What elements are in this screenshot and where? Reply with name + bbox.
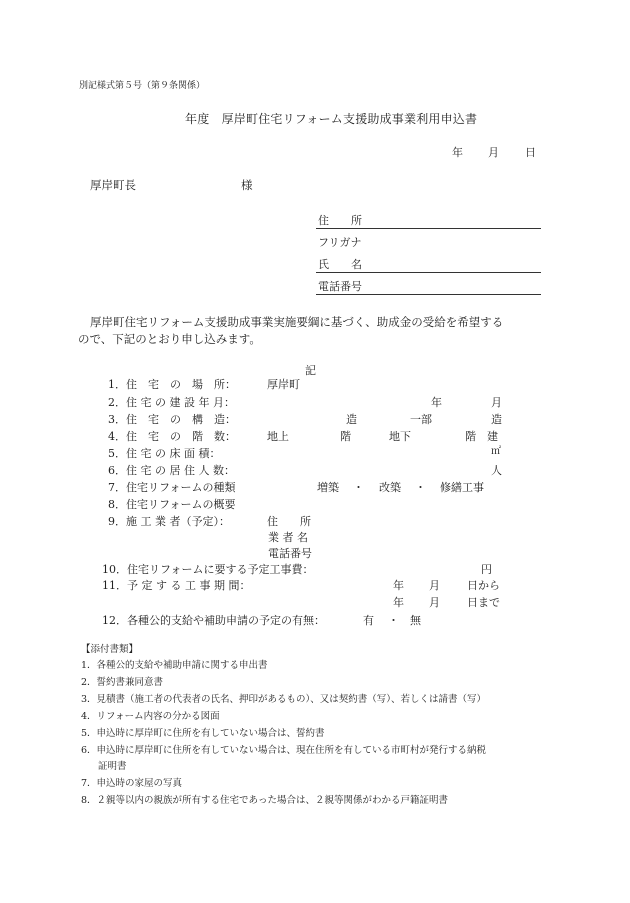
- applicant-address-label: 住 所: [318, 214, 362, 227]
- date-month-label: 月: [488, 146, 499, 159]
- item-11-from: 日から: [467, 579, 500, 592]
- item-4-label: 4．住 宅 の 階 数：: [108, 430, 236, 443]
- applicant-name-label: 氏 名: [318, 258, 362, 271]
- item-7-extension: 増築: [317, 481, 339, 494]
- applicant-furigana-label: フリガナ: [318, 236, 362, 249]
- addressee-name: 厚岸町長: [90, 178, 136, 192]
- attachment-item: 7．申込時の家屋の写真: [81, 778, 183, 789]
- date-year-label: 年: [452, 146, 463, 159]
- item-2-month: 月: [491, 396, 502, 409]
- item-9-company: 業 者 名: [268, 531, 308, 544]
- item-6-unit: 人: [491, 464, 502, 477]
- item-10-unit: 円: [481, 563, 492, 576]
- item-3-zo-2: 造: [491, 413, 502, 426]
- attachment-item: 2．誓約書兼同意書: [81, 677, 164, 688]
- item-12-label: 12．各種公的支給や補助申請の予定の有無：: [102, 614, 325, 627]
- item-11-end-year: 年: [393, 596, 404, 609]
- item-2-label: 2．住 宅 の 建 設 年 月：: [108, 396, 235, 409]
- item-4-kaidate: 階 建: [465, 430, 498, 443]
- form-number: 別記様式第５号（第９条関係）: [79, 81, 206, 91]
- item-5-label: 5．住 宅 の 床 面 積：: [108, 447, 221, 460]
- item-3-zo-1: 造: [346, 413, 357, 426]
- item-9-address: 住 所: [267, 515, 311, 528]
- attachment-item: 6．申込時に厚岸町に住所を有していない場合は、現在住所を有している市町村が発行する納税: [81, 745, 487, 756]
- ki-heading: 記: [305, 364, 316, 377]
- item-12-yes[interactable]: 有: [363, 614, 374, 627]
- attachment-item: 8．２親等以内の親族が所有する住宅であった場合は、２親等関係がわかる戸籍証明書: [81, 795, 448, 806]
- applicant-phone-line[interactable]: [316, 294, 541, 295]
- item-8-label: 8．住宅リフォームの概要: [108, 498, 236, 511]
- date-day-label: 日: [525, 146, 536, 159]
- item-5-unit: ㎡: [491, 446, 501, 457]
- item-7-separator-1: ・: [353, 481, 364, 494]
- item-12-separator: ・: [388, 614, 399, 627]
- attachment-item: 1．各種公的支給や補助申請に関する申出書: [81, 660, 268, 671]
- item-11-start-year: 年: [393, 579, 404, 592]
- item-4-kai: 階: [340, 430, 351, 443]
- attachment-item-continuation: 証明書: [98, 761, 127, 772]
- body-line-1: 厚岸町住宅リフォーム支援助成事業実施要綱に基づく、助成金の受給を希望する: [90, 315, 504, 329]
- attachments-heading: 【添付書類】: [81, 644, 139, 655]
- item-2-year: 年: [431, 396, 442, 409]
- item-1-value: 厚岸町: [267, 378, 300, 391]
- item-10-label: 10．住宅リフォームに要する予定工事費：: [102, 563, 314, 576]
- form-title: 年度 厚岸町住宅リフォーム支援助成事業利用申込書: [185, 112, 478, 126]
- applicant-phone-label: 電話番号: [318, 280, 362, 293]
- item-11-start-month: 月: [429, 579, 440, 592]
- item-3-label: 3．住 宅 の 構 造：: [108, 413, 236, 426]
- item-4-chika: 地下: [389, 430, 411, 443]
- attachment-item: 3．見積書（施工者の代表者の氏名、押印があるもの）、又は契約書（写）、若しくは請書（写）: [81, 694, 487, 705]
- item-12-no[interactable]: 無: [410, 614, 421, 627]
- applicant-address-line[interactable]: [316, 228, 541, 229]
- item-1-label: 1．住 宅 の 場 所：: [108, 378, 236, 391]
- attachment-item: 4．リフォーム内容の分かる図面: [81, 711, 220, 722]
- item-6-label: 6．住 宅 の 居 住 人 数：: [108, 464, 235, 477]
- item-11-to: 日まで: [467, 596, 500, 609]
- item-7-label: 7．住宅リフォームの種類: [108, 481, 236, 494]
- applicant-name-line[interactable]: [316, 272, 541, 273]
- item-9-label: 9．施 工 業 者（予定）：: [108, 515, 230, 528]
- item-7-repair: 修繕工事: [440, 481, 484, 494]
- body-line-2: ので、下記のとおり申し込みます。: [78, 332, 261, 346]
- attachment-item: 5．申込時に厚岸町に住所を有していない場合は、誓約書: [81, 728, 325, 739]
- item-4-chijo: 地上: [267, 430, 289, 443]
- item-11-end-month: 月: [429, 596, 440, 609]
- item-9-phone: 電話番号: [268, 547, 312, 560]
- addressee-honorific: 様: [241, 178, 253, 192]
- item-7-separator-2: ・: [415, 481, 426, 494]
- item-11-label: 11．予 定 す る 工 事 期 間：: [102, 579, 251, 592]
- item-3-ichibu: 一部: [410, 413, 432, 426]
- item-7-renovation: 改築: [379, 481, 401, 494]
